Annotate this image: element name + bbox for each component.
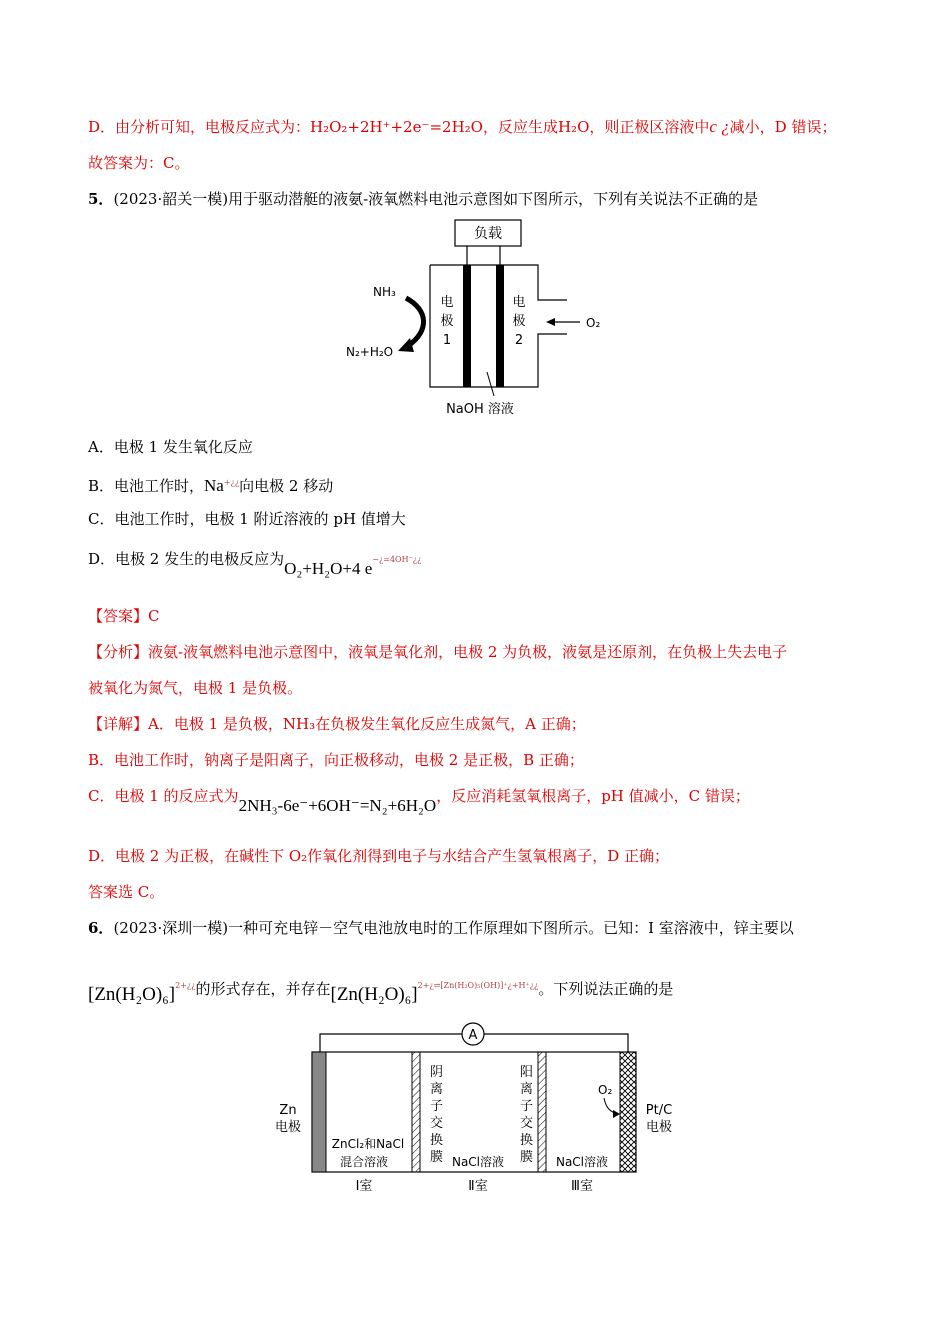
- prev-d-text: D．由分析可知，电极反应式为：: [88, 118, 311, 136]
- q6-o2-label: O₂: [598, 1083, 613, 1097]
- q6-equilibrium: 2+¿⇌[Zn(H₂O)₅(OH)]⁺¿+H⁺¿¿: [417, 981, 539, 990]
- q6-ion-1-charge: 2+¿¿: [175, 981, 196, 990]
- q5-detail-b: B．电池工作时，钠离子是阳离子，向正极移动，电极 2 是正极，B 正确；: [88, 751, 584, 769]
- electrode-2-label-c: 2: [514, 333, 524, 348]
- detail-tag: 【详解】: [88, 715, 149, 733]
- cation-membrane-char-3: 子: [520, 1099, 534, 1114]
- cation-exchange-membrane: [538, 1052, 546, 1172]
- q5-stem-text: (2023·韶关一模)用于驱动潜艇的液氨-液氧燃料电池示意图如下图所示，下列有关说法不正确的是: [113, 190, 759, 208]
- option-b-charge: +¿¿: [223, 478, 240, 487]
- ptc-electrode-plate: [620, 1052, 636, 1172]
- electrode-2-plate: [496, 265, 504, 387]
- detail-c-text-2: ，反应消耗氢氧根离子，pH 值减小，C 错误；: [436, 787, 750, 805]
- q5-answer: [88, 606, 160, 626]
- q6-number: 6．: [88, 919, 114, 937]
- products-label: N₂+H₂O: [346, 345, 394, 359]
- anion-membrane-char-4: 交: [430, 1116, 444, 1131]
- q5-stem: [88, 189, 758, 209]
- nh3-curved-arrow: [406, 298, 424, 346]
- q5-option-b: [88, 473, 333, 496]
- o2-label: O₂: [586, 316, 601, 330]
- analysis-tag: 【分析】: [88, 643, 149, 661]
- nh3-label: NH₃: [373, 285, 396, 299]
- anion-exchange-membrane: [412, 1052, 420, 1172]
- q6-zinc-air-battery-figure: [268, 1022, 688, 1202]
- electrode-2-label-b: 极: [512, 314, 526, 329]
- cation-membrane-char-6: 膜: [520, 1150, 534, 1165]
- anion-membrane-char-3: 子: [430, 1099, 444, 1114]
- electrode-1-label-a: 电: [440, 295, 454, 310]
- detail-a-text: A．电极 1 是负极，NH₃在负极发生氧化反应生成氮气，A 正确；: [148, 715, 586, 733]
- q5-analysis-line-1: [88, 642, 787, 662]
- option-b-text: B．电池工作时，: [88, 477, 205, 495]
- answer-tag: 【答案】: [88, 607, 149, 625]
- option-b-ion: Na: [204, 476, 224, 495]
- electrolyte-label: NaOH 溶液: [446, 402, 514, 417]
- zn-electrode-plate: [312, 1052, 326, 1172]
- q6-stem-1: [88, 918, 794, 938]
- option-d-text: D．电极 2 发生的电极反应为: [88, 550, 285, 568]
- detail-c-equation: 2NH₃-6e⁻+6OH⁻=N₂+6H₂O: [238, 796, 437, 815]
- zn-electrode-label: 电极: [274, 1120, 302, 1135]
- electrode-2-label-a: 电: [512, 295, 526, 310]
- q5-analysis-line-2: 被氧化为氮气，电极 1 是负极。: [88, 679, 303, 697]
- prev-conclusion: 故答案为：C。: [88, 154, 190, 172]
- q5-option-a: A．电极 1 发生氧化反应: [88, 438, 253, 456]
- load-label: 负载: [474, 226, 502, 242]
- q5-option-c: C．电池工作时，电极 1 附近溶液的 pH 值增大: [88, 510, 406, 528]
- room3-solution: NaCl溶液: [555, 1155, 609, 1169]
- q5-conclusion: 答案选 C。: [88, 883, 165, 901]
- prev-d-symbol: c ¿: [709, 117, 730, 136]
- room2-solution: NaCl溶液: [451, 1155, 505, 1169]
- q5-number: 5．: [88, 190, 114, 208]
- room1-solution-line-1: ZnCl₂和NaCl: [331, 1137, 405, 1151]
- q5-option-d: [88, 546, 422, 578]
- room1-label: Ⅰ室: [355, 1179, 373, 1194]
- q6-stem-2: [88, 976, 674, 1005]
- q6-ion-2: [Zn(H₂O)₆]: [330, 984, 418, 1005]
- prev-d-text-2: ，反应生成H₂O，则正极区溶液中: [482, 118, 710, 136]
- anion-membrane-char-2: 离: [430, 1082, 444, 1097]
- room1-solution-line-2: 混合溶液: [339, 1155, 389, 1169]
- room2-label: Ⅱ室: [468, 1179, 488, 1194]
- cation-membrane-char-1: 阳: [520, 1065, 534, 1080]
- electrode-1-label-b: 极: [440, 314, 454, 329]
- analysis-text: 液氨-液氧燃料电池示意图中，液氧是氧化剂，电极 2 为负极，液氨是还原剂，在负极上失去电子: [148, 643, 788, 661]
- prev-d-equation: H₂O₂+2H⁺+2e⁻=2H₂O: [310, 118, 483, 136]
- option-d-equation: O₂+H₂O+4 e: [284, 559, 373, 578]
- prev-d-text-3: 减小，D 错误；: [729, 118, 837, 136]
- q5-detail-c: [88, 786, 750, 815]
- q6-stem-text-3: 。下列说法正确的是: [538, 980, 674, 998]
- ptc-electrode-label: 电极: [645, 1120, 673, 1135]
- electrode-1-label-c: 1: [442, 333, 452, 348]
- room3-label: Ⅲ室: [571, 1179, 593, 1194]
- cell-container: [312, 1052, 636, 1172]
- option-d-equation-tail: −¿=4OH⁻¿¿: [372, 555, 422, 564]
- q5-detail-a: [88, 714, 586, 734]
- electrode-1-plate: [463, 265, 471, 387]
- cation-membrane-char-4: 交: [520, 1116, 534, 1131]
- q6-stem-text-2: 的形式存在，并存在: [195, 980, 331, 998]
- answer-value: C: [148, 607, 160, 625]
- prev-option-d: [88, 117, 836, 137]
- q5-detail-d: D．电极 2 为正极，在碱性下 O₂作氧化剂得到电子与水结合产生氢氧根离子，D 正确；: [88, 847, 669, 865]
- anion-membrane-char-6: 膜: [430, 1150, 444, 1165]
- zn-label: Zn: [279, 1103, 297, 1118]
- anion-membrane-char-5: 换: [430, 1133, 444, 1148]
- cation-membrane-char-2: 离: [520, 1082, 534, 1097]
- q6-ion-1: [Zn(H₂O)₆]: [88, 984, 176, 1005]
- cation-membrane-char-5: 换: [520, 1133, 534, 1148]
- q6-stem-text: (2023·深圳一模)一种可充电锌－空气电池放电时的工作原理如下图所示。已知：I 室溶液中，锌主要以: [113, 919, 794, 937]
- anion-membrane-char-1: 阴: [430, 1065, 444, 1080]
- option-b-text-2: 向电极 2 移动: [239, 477, 334, 495]
- detail-c-text: C．电极 1 的反应式为: [88, 787, 239, 805]
- ptc-label: Pt/C: [645, 1103, 673, 1118]
- ammeter-label: A: [468, 1028, 478, 1043]
- q5-fuel-cell-figure: [330, 214, 630, 424]
